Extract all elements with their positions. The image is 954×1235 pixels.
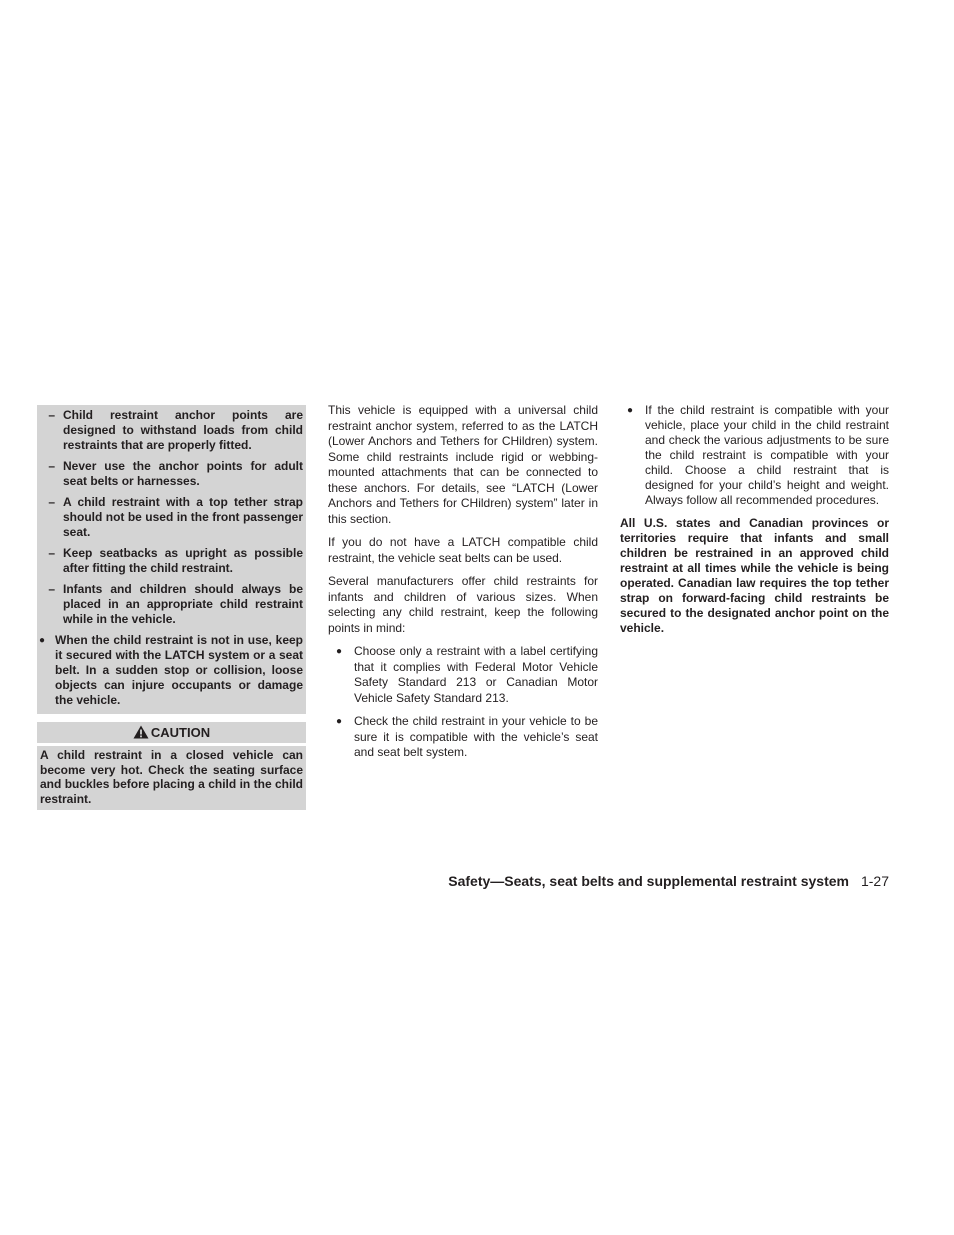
warning-dash-text: Child restraint anchor points are designed to withstand loads from child restraints that are properly fitted. bbox=[63, 408, 303, 452]
warning-dash-text: A child restraint with a top tether strap should not be used in the front passenger seat. bbox=[63, 495, 303, 539]
list-item bbox=[620, 403, 889, 508]
list-item bbox=[328, 714, 598, 761]
warning-dash-item: – Infants and children should always be placed in an appropriate child restraint while in the vehicle. bbox=[48, 582, 303, 626]
middle-column bbox=[328, 403, 598, 769]
warning-box bbox=[37, 405, 306, 714]
bullet-icon: ● bbox=[336, 716, 343, 727]
paragraph: This vehicle is equipped with a universal child restraint anchor system, referred to as the LATCH (Lower Anchors and Tethers for CHildren) system. Some child restraints include rigid or webbing-mounted attachments that can be connected to these anchors. For details, see “LATCH (Lower Anchors and Tethers for CHildren) system” later in this section. bbox=[328, 403, 598, 526]
warning-dash-item: – A child restraint with a top tether strap should not be used in the front passenger seat. bbox=[48, 495, 303, 539]
list-item-text: Choose only a restraint with a label certifying that it complies with Federal Motor Vehicle Safety Standard 213 or Canadian Motor Vehicle Safety Standard 213. bbox=[354, 644, 598, 705]
section-title: Safety—Seats, seat belts and supplemental restraint system bbox=[448, 873, 849, 889]
warning-dash-item: – Keep seatbacks as upright as possible after fitting the child restraint. bbox=[48, 546, 303, 575]
bold-paragraph: All U.S. states and Canadian provinces or territories require that infants and small children be restrained in an approved child restraint at all times while the vehicle is being operated. Canadian law requires the top tether strap on forward-facing child restraints be secured to the designated anchor point on the vehicle. bbox=[620, 516, 889, 635]
paragraph: Several manufacturers offer child restraints for infants and children of various sizes. When selecting any child restraint, keep the following points in mind: bbox=[328, 574, 598, 635]
page-footer bbox=[300, 872, 889, 890]
bullet-icon: ● bbox=[39, 635, 46, 646]
page-number: 1-27 bbox=[860, 873, 889, 889]
warning-dash-item: – Child restraint anchor points are designed to withstand loads from child restraints that are properly fitted. bbox=[48, 408, 303, 452]
warning-dash-text: Infants and children should always be placed in an appropriate child restraint while in the vehicle. bbox=[63, 582, 303, 626]
caution-header bbox=[37, 722, 306, 743]
warning-bullet-item bbox=[37, 633, 303, 708]
list-item-text: If the child restraint is compatible with your vehicle, place your child in the child restraint and check the various adjustments to be sure the child restraint is compatible with your child. Choose a child restraint that is designed for your child’s height and weight. Always follow all recommended procedures. bbox=[645, 403, 889, 507]
bullet-icon: ● bbox=[627, 405, 634, 416]
paragraph: If you do not have a LATCH compatible child restraint, the vehicle seat belts can be used. bbox=[328, 535, 598, 565]
caution-text: A child restraint in a closed vehicle can become very hot. Check the seating surface and buckles before placing a child in the child restraint. bbox=[37, 746, 306, 810]
caution-label: CAUTION bbox=[150, 725, 211, 740]
list-item bbox=[328, 644, 598, 706]
right-column bbox=[620, 403, 889, 644]
warning-dash-text: Keep seatbacks as upright as possible after fitting the child restraint. bbox=[63, 546, 303, 575]
bullet-icon: ● bbox=[336, 646, 343, 657]
warning-dash-item: – Never use the anchor points for adult seat belts or harnesses. bbox=[48, 459, 303, 488]
warning-triangle-icon bbox=[133, 725, 149, 739]
warning-dash-text: Never use the anchor points for adult seat belts or harnesses. bbox=[63, 459, 303, 488]
warning-bullet-text: When the child restraint is not in use, keep it secured with the LATCH system or a seat belt. In a sudden stop or collision, loose objects can injure occupants or damage the vehicle. bbox=[55, 633, 303, 707]
list-item-text: Check the child restraint in your vehicle to be sure it is compatible with the vehicle’s seat and seat belt system. bbox=[354, 714, 598, 759]
